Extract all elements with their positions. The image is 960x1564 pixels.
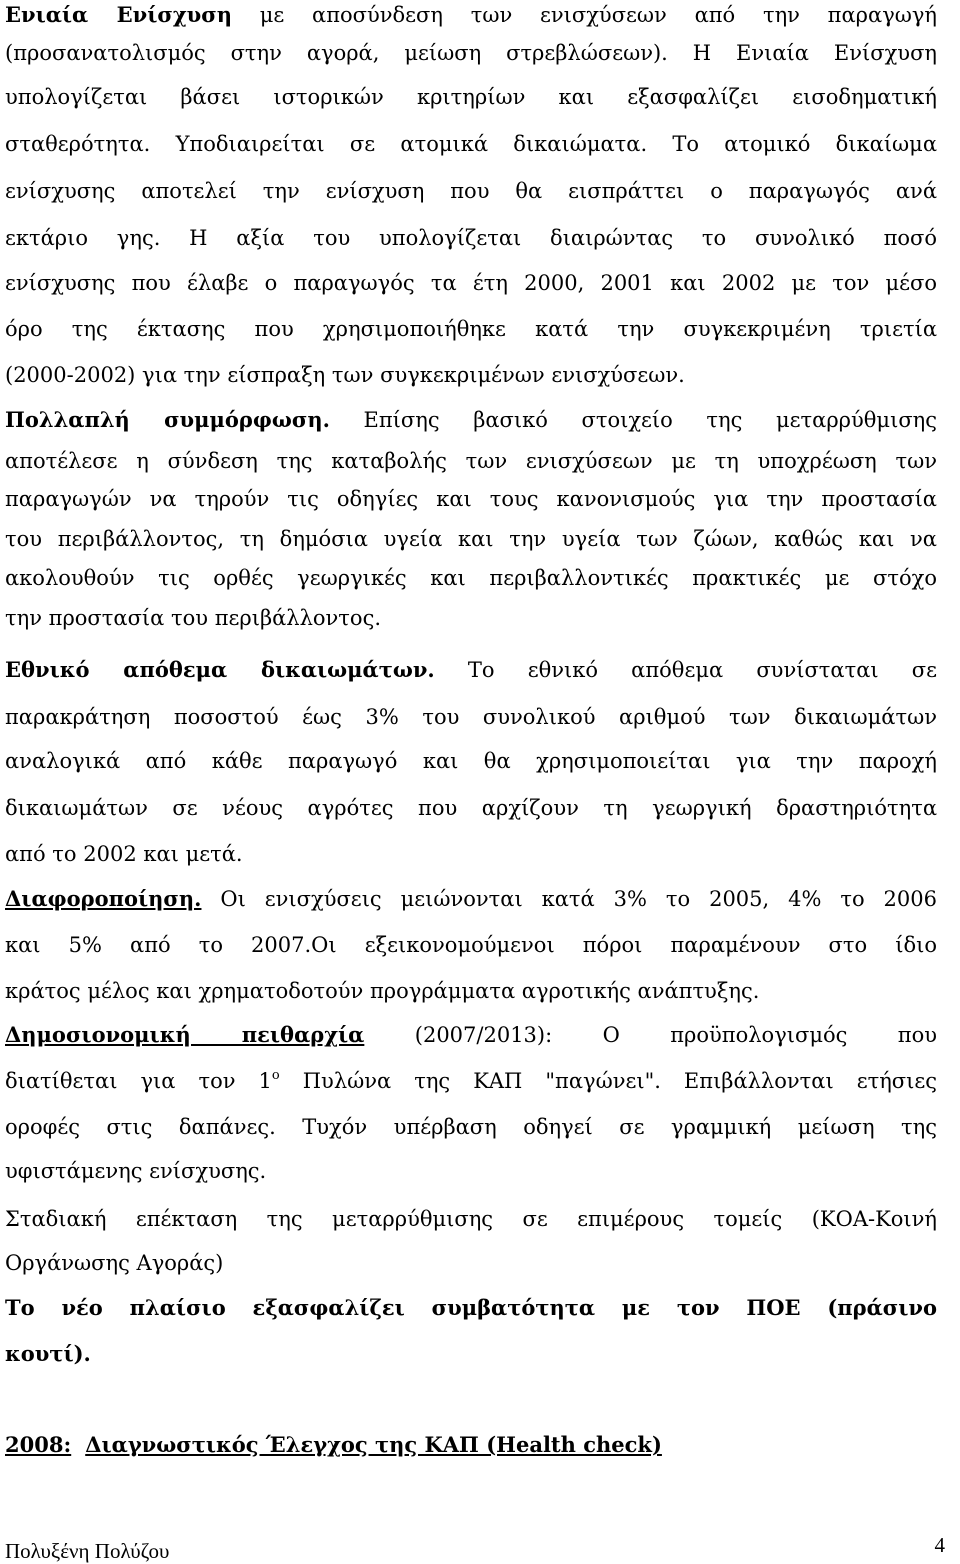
term-fiscal-discipline: Δημοσιονομική πειθαρχία <box>5 1022 365 1047</box>
paragraph-single-payment-line-5: ενίσχυσης αποτελεί την ενίσχυση που θα εισπράττει ο παραγωγός ανά <box>5 179 937 203</box>
paragraph-wto-compatibility-line-1: Το νέο πλαίσιο εξασφαλίζει συμβατότητα με τον ΠΟΕ (πράσινο <box>5 1295 937 1320</box>
term-modulation: Διαφοροποίηση. <box>5 886 202 911</box>
section-heading-title: Διαγνωστικός Έλεγχος της ΚΑΠ (Health check) <box>85 1432 662 1457</box>
paragraph-cross-compliance-line-4: του περιβάλλοντος, τη δημόσια υγεία και την υγεία των ζώων, καθώς και να <box>5 527 937 551</box>
paragraph-cross-compliance-line-6: την προστασία του περιβάλλοντος. <box>5 606 382 630</box>
term-national-reserve: Εθνικό απόθεμα δικαιωμάτων. <box>5 657 435 682</box>
paragraph-cross-compliance-line-3: παραγωγών να τηρούν τις οδηγίες και τους κανονισμούς για την προστασία <box>5 487 937 511</box>
paragraph-wto-compatibility-line-2: κουτί). <box>5 1341 91 1366</box>
paragraph-fiscal-discipline-line-4: υφιστάμενης ενίσχυσης. <box>5 1159 267 1183</box>
term-single-payment: Ενιαία Ενίσχυση <box>5 2 232 27</box>
paragraph-national-reserve-line-4: δικαιωμάτων σε νέους αγρότες που αρχίζουν τη γεωργική δραστηριότητα <box>5 796 937 820</box>
paragraph-national-reserve-line-2: παρακράτηση ποσοστού έως 3% του συνολικού αριθμού των δικαιωμάτων <box>5 705 937 729</box>
paragraph-single-payment-line-1: Ενιαία Ενίσχυση με αποσύνδεση των ενισχύσεων από την παραγωγή <box>5 2 937 27</box>
paragraph-single-payment-line-6: εκτάριο γης. Η αξία του υπολογίζεται διαιρώντας το συνολικό ποσό <box>5 226 937 250</box>
paragraph-fiscal-discipline-line-2: διατίθεται για τον $1^o$ Πυλώνα της ΚΑΠ "παγώνει". Επιβάλλονται ετήσιες <box>5 1068 937 1093</box>
paragraph-single-payment-line-9: (2000-2002) για την είσπραξη των συγκεκριμένων ενισχύσεων. <box>5 363 685 387</box>
paragraph-single-payment-line-8: όρο της έκτασης που χρησιμοποιήθηκε κατά την συγκεκριμένη τριετία <box>5 317 937 341</box>
paragraph-modulation-line-1: Διαφοροποίηση. Οι ενισχύσεις μειώνονται κατά 3% το 2005, 4% το 2006 <box>5 886 937 911</box>
section-heading <box>5 1430 937 1460</box>
section-heading-year: 2008: <box>5 1432 72 1457</box>
paragraph-single-payment-line-2: (προσανατολισμός στην αγορά, μείωση στρεβλώσεων). Η Ενιαία Ενίσχυση <box>5 41 937 65</box>
paragraph-cross-compliance-line-2: αποτέλεσε η σύνδεση της καταβολής των ενισχύσεων με τη υποχρέωση των <box>5 449 937 473</box>
paragraph-national-reserve-line-1: Εθνικό απόθεμα δικαιωμάτων. Το εθνικό απόθεμα συνίσταται σε <box>5 657 937 682</box>
paragraph-fiscal-discipline-line-1: Δημοσιονομική πειθαρχία (2007/2013): Ο προϋπολογισμός που <box>5 1022 937 1047</box>
page-number: 4 <box>934 1533 945 1557</box>
paragraph-national-reserve-line-5: από το 2002 και μετά. <box>5 842 243 866</box>
paragraph-fiscal-discipline-line-3: οροφές στις δαπάνες. Τυχόν υπέρβαση οδηγεί σε γραμμική μείωση της <box>5 1115 937 1139</box>
paragraph-cross-compliance-line-5: ακολουθούν τις ορθές γεωργικές και περιβαλλοντικές πρακτικές με στόχο <box>5 566 937 590</box>
paragraph-single-payment-line-4: σταθερότητα. Υποδιαιρείται σε ατομικά δικαιώματα. Το ατομικό δικαίωμα <box>5 132 937 156</box>
paragraph-gradual-extension-line-2: Οργάνωσης Αγοράς) <box>5 1251 224 1275</box>
paragraph-single-payment-line-7: ενίσχυσης που έλαβε ο παραγωγός τα έτη 2000, 2001 και 2002 με τον μέσο <box>5 271 937 295</box>
footer-author: Πολυξένη Πολύζου <box>5 1539 170 1563</box>
paragraph-national-reserve-line-3: αναλογικά από κάθε παραγωγό και θα χρησιμοποιείται για την παροχή <box>5 749 937 773</box>
paragraph-modulation-line-2: και 5% από το 2007.Οι εξεικονομούμενοι πόροι παραμένουν στο ίδιο <box>5 933 937 957</box>
paragraph-gradual-extension-line-1: Σταδιακή επέκταση της μεταρρύθμισης σε επιμέρους τομείς (ΚΟΑ-Κοινή <box>5 1207 937 1231</box>
term-cross-compliance: Πολλαπλή συμμόρφωση. <box>5 407 330 432</box>
paragraph-modulation-line-3: κράτος μέλος και χρηματοδοτούν προγράμματα αγροτικής ανάπτυξης. <box>5 979 760 1003</box>
paragraph-single-payment-line-3: υπολογίζεται βάσει ιστορικών κριτηρίων και εξασφαλίζει εισοδηματική <box>5 85 937 109</box>
paragraph-cross-compliance-line-1: Πολλαπλή συμμόρφωση. Επίσης βασικό στοιχείο της μεταρρύθμισης <box>5 407 937 432</box>
